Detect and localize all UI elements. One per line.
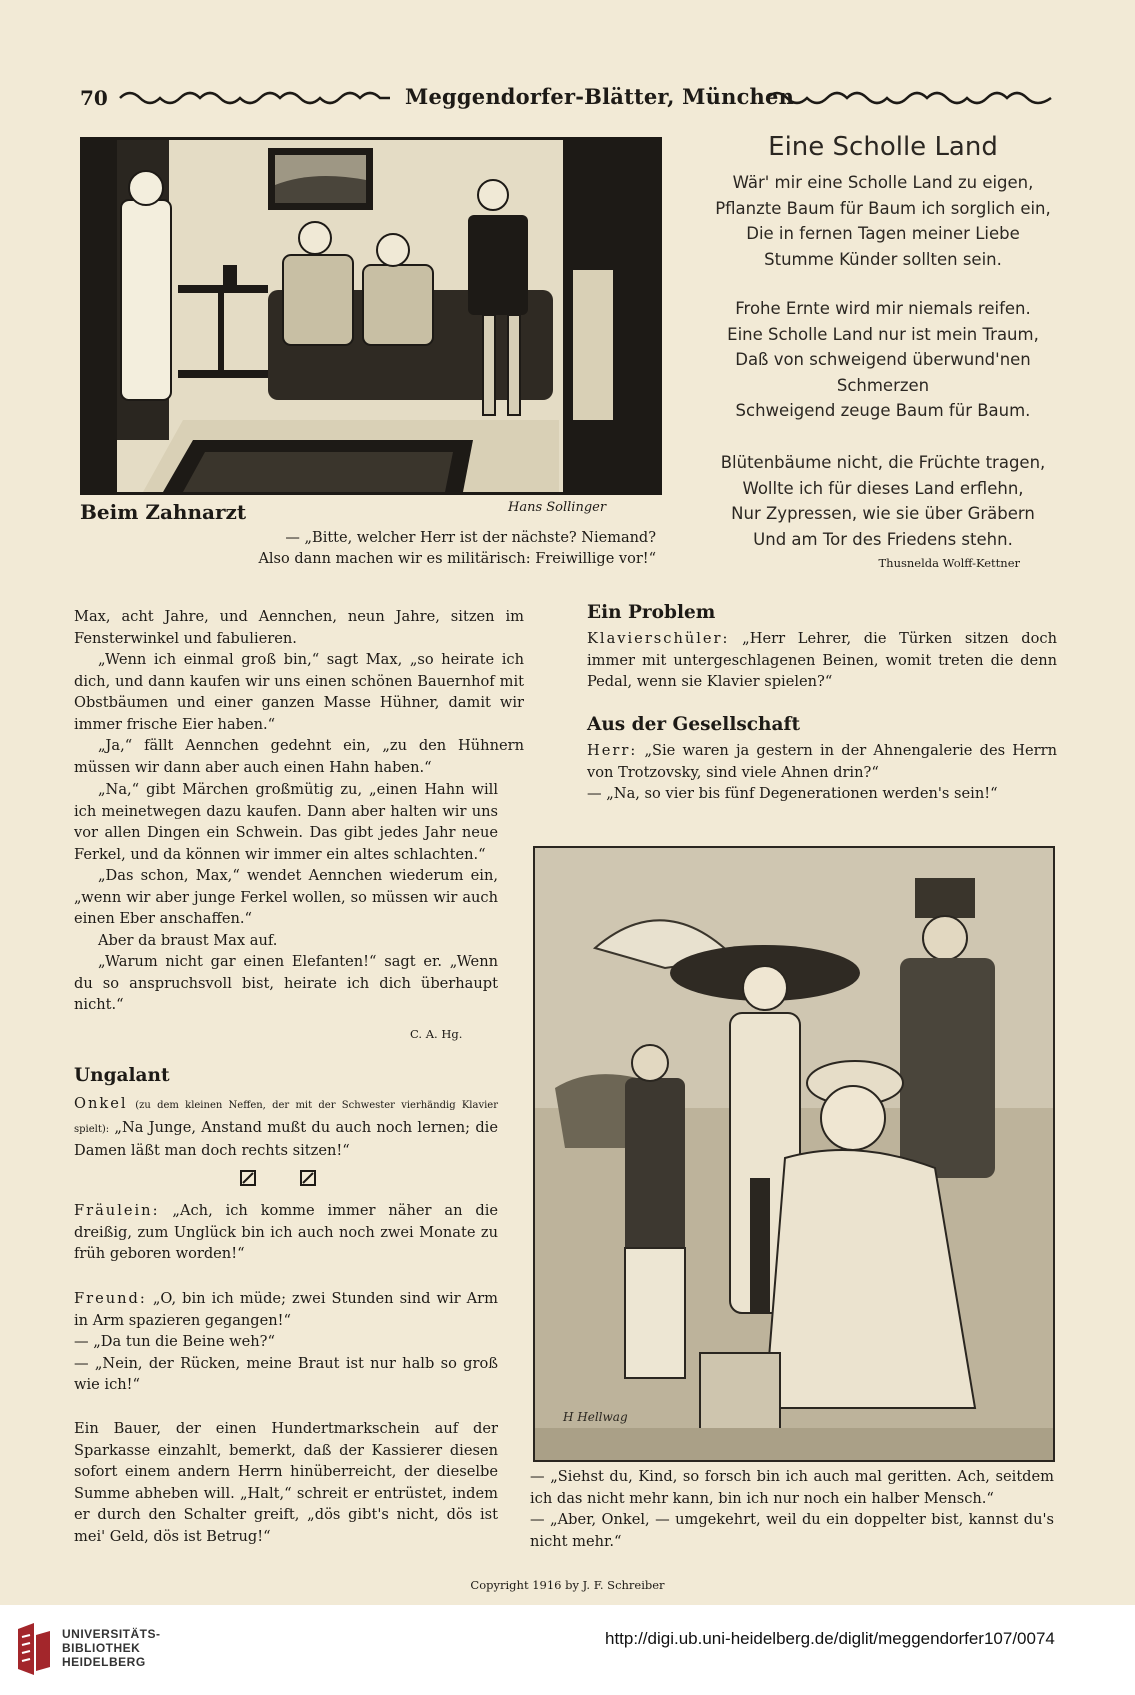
poem-stanza-3 — [688, 450, 1078, 552]
dialogue: „Herr Lehrer, die Türken sitzen doch immer mit untergeschlagenen Beinen, womit treten die denn Pedal, wenn sie Klavier spielen?“ — [587, 630, 1057, 690]
dialogue: „Ach, ich komme immer näher an die dreißig, zum Unglück bin ich auch noch zwei Monate zu früh geboren worden!“ — [74, 1202, 498, 1262]
story-paragraph: „Das schon, Max,“ wendet Aennchen wiederum ein, „wenn wir aber junge Ferkel wollen, so müssen wir auch einen Eber anschaffen.“ — [74, 867, 498, 927]
anecdote-paragraph: Ein Bauer, der einen Hundertmarkschein auf der Sparkasse einzahlt, bemerkt, daß der Kassierer diesen sofort einem andern Herrn hinüberreicht, der dieselbe Summe abheben will. „Halt,“ schreit er entrüstet, indem er durch den Schalter greift, „dös gibt's nicht, dös ist mei' Geld, dös ist Betrug!“ — [74, 1420, 498, 1545]
story-paragraph: Max, acht Jahre, und Aennchen, neun Jahre, sitzen im Fensterwinkel und fabulieren. — [74, 608, 524, 647]
caption-line: Also dann machen wir es militärisch: Freiwillige vor!“ — [258, 551, 656, 567]
dialogue: „O, bin ich müde; zwei Stunden sind wir Arm in Arm spazieren gegangen!“ — [74, 1290, 498, 1329]
poem-line: Wär' mir eine Scholle Land zu eigen, — [732, 173, 1034, 192]
freund-text — [74, 1288, 498, 1396]
dialogue: — „Na, so vier bis fünf Degenerationen werden's sein!“ — [587, 785, 998, 802]
poem-line: Die in fernen Tagen meiner Liebe — [746, 224, 1020, 243]
poem-line: Eine Scholle Land nur ist mein Traum, — [727, 324, 1039, 344]
source-url-link[interactable]: http://digi.ub.uni-heidelberg.de/diglit/meggendorfer107/0074 — [605, 1629, 1055, 1648]
poem-line: Schmerzen — [836, 375, 930, 395]
uncle-illustration — [533, 846, 1055, 1462]
speaker: Onkel — [74, 1095, 128, 1112]
poem-author: Thusnelda Wolff-Kettner — [878, 556, 1020, 570]
institution-name-line: BIBLIOTHEK — [62, 1641, 141, 1655]
dialogue: „Sie waren ja gestern in der Ahnengalerie des Herrn von Trotzovsky, sind viele Ahnen drin?“ — [587, 742, 1058, 781]
university-library-logo-icon — [14, 1621, 54, 1677]
speaker: Fräulein: — [74, 1202, 160, 1219]
caption-line: — „Siehst du, Kind, so forsch bin ich auch mal geritten. Ach, seitdem ich das nicht mehr kann, bin ich nur noch ein halber Mensch.“ — [530, 1468, 1054, 1507]
poem-line: Schweigend zeuge Baum für Baum. — [735, 401, 1031, 420]
speaker: Klavierschüler: — [587, 630, 730, 647]
gesellschaft-heading: Aus der Gesellschaft — [587, 714, 800, 735]
story-paragraph: Aber da braust Max auf. — [98, 931, 278, 949]
poem-line: Frohe Ernte wird mir niemals reifen. — [735, 299, 1031, 318]
header-ornament-right — [765, 88, 1055, 108]
poem-line: Pflanzte Baum für Baum ich sorglich ein, — [715, 198, 1051, 218]
ungalant-text — [74, 1093, 498, 1162]
poem-line: Blütenbäume nicht, die Früchte tragen, — [720, 453, 1046, 472]
institution-name-line: HEIDELBERG — [62, 1655, 146, 1669]
speaker: Herr: — [587, 742, 638, 759]
poem-line: Nur Zypressen, wie sie über Gräbern — [731, 504, 1035, 523]
illustrator-signature: Hans Sollinger — [508, 500, 607, 515]
problem-text — [587, 628, 1057, 693]
ungalant-heading: Ungalant — [74, 1065, 170, 1086]
institution-name — [62, 1627, 161, 1669]
speaker: Freund: — [74, 1290, 147, 1307]
page-number: 70 — [80, 86, 108, 110]
story-paragraph: „Ja,“ fällt Aennchen gedehnt ein, „zu den Hühnern müssen wir dann aber auch einen Hahn haben.“ — [74, 737, 524, 776]
caption-line: — „Aber, Onkel, — umgekehrt, weil du ein doppelter bist, kannst du's nicht mehr.“ — [530, 1511, 1054, 1550]
story-intro — [74, 606, 524, 778]
dialogue: — „Nein, der Rücken, meine Braut ist nur halb so groß wie ich!“ — [74, 1354, 498, 1393]
dentist-illustration — [80, 137, 662, 495]
cartoon-title: Beim Zahnarzt — [80, 500, 247, 524]
story-paragraph: „Warum nicht gar einen Elefanten!“ sagt er. „Wenn du so anspruchsvoll bist, heirate ich dich überhaupt nicht.“ — [74, 953, 498, 1013]
stage-direction: (zu dem kleinen Neffen, der mit der Schwester vierhändig Klavier spielt): — [74, 1100, 499, 1135]
story-continuation — [74, 779, 498, 1016]
poem-line: Und am Tor des Friedens stehn. — [753, 529, 1013, 549]
cartoon-caption — [80, 528, 656, 570]
poem-line: Wollte ich für dieses Land erflehn, — [742, 478, 1024, 498]
section-divider-ornament — [233, 1168, 323, 1190]
poem-title: Eine Scholle Land — [768, 132, 998, 162]
bauer-anecdote — [74, 1418, 498, 1547]
poem-line: Daß von schweigend überwund'nen — [735, 350, 1031, 369]
copyright-notice: Copyright 1916 by J. F. Schreiber — [470, 1578, 665, 1592]
running-title: Meggendorfer-Blätter, München — [405, 84, 795, 109]
header-ornament-left — [118, 88, 393, 108]
dialogue: „Na Junge, Anstand mußt du auch noch lernen; die Damen läßt man doch rechts sitzen!“ — [74, 1118, 498, 1159]
story-signature: C. A. Hg. — [410, 1027, 463, 1041]
digitization-footer — [0, 1605, 1135, 1695]
story-paragraph: „Wenn ich einmal groß bin,“ sagt Max, „so heirate ich dich, und dann kaufen wir uns einen schönen Bauernhof mit Obstbäumen und einer ganzen Masse Hühner, damit wir immer frische Eier haben.“ — [74, 651, 524, 733]
dialogue: — „Da tun die Beine weh?“ — [74, 1333, 275, 1350]
poem-line: Stumme Künder sollten sein. — [764, 249, 1002, 269]
institution-name-line: UNIVERSITÄTS- — [62, 1627, 161, 1641]
uncle-caption — [530, 1466, 1054, 1552]
problem-heading: Ein Problem — [587, 602, 716, 623]
caption-line: — „Bitte, welcher Herr ist der nächste? Niemand? — [285, 530, 656, 546]
fraeulein-text — [74, 1200, 498, 1265]
poem-stanza-1 — [688, 170, 1078, 272]
poem-stanza-2 — [688, 296, 1078, 424]
illustrator-signature: H Hellwag — [563, 1410, 628, 1424]
gesellschaft-text — [587, 740, 1057, 805]
story-paragraph: „Na,“ gibt Märchen großmütig zu, „einen Hahn will ich meinetwegen dazu kaufen. Dann aber halten wir uns vor allen Dingen ein Schwein. Das gibt jedes Jahr neue Ferkel, und da können wir immer ein altes schlachten.“ — [74, 781, 498, 863]
